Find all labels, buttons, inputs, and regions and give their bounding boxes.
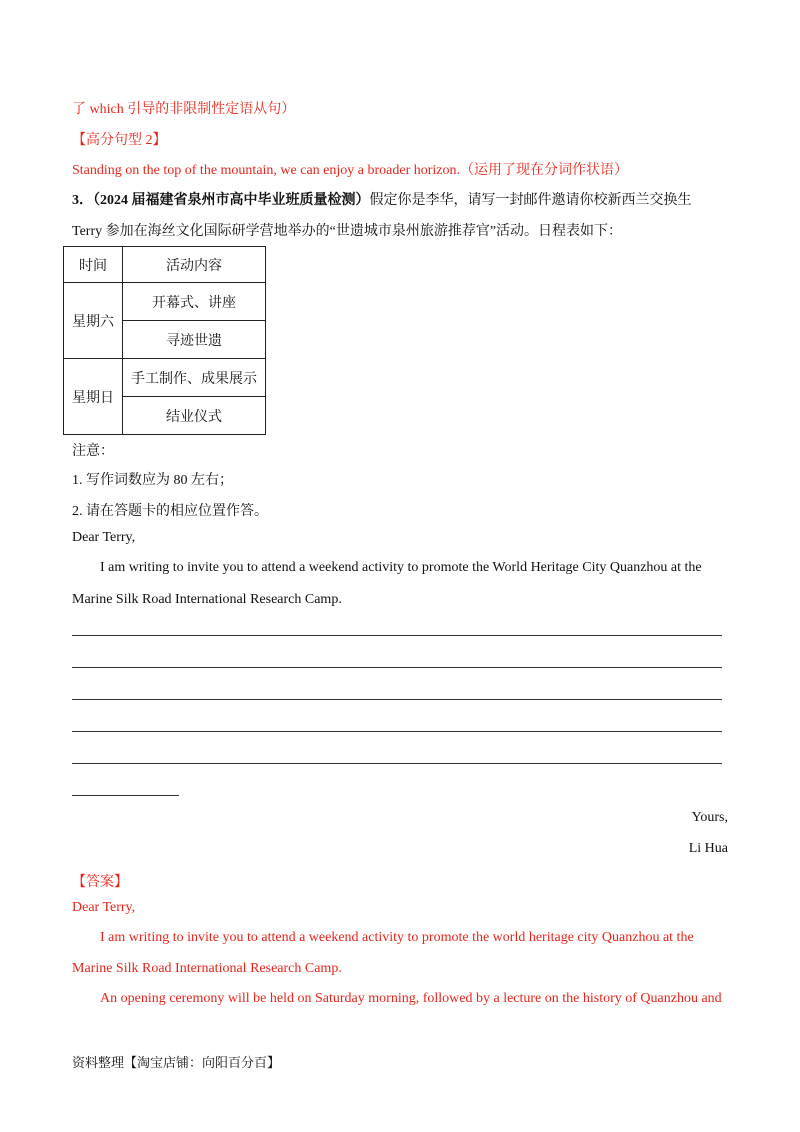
schedule-activity: 手工制作、成果展示	[123, 359, 266, 397]
answer-blank-short-line[interactable]	[72, 795, 179, 796]
answer-para1-line2: Marine Silk Road International Research Camp.	[72, 961, 342, 976]
answer-blank-line[interactable]	[72, 763, 722, 764]
letter-closing: Yours,	[691, 810, 728, 825]
notes-item: 1. 写作词数应为 80 左右；	[72, 473, 233, 488]
question-line-1	[72, 189, 692, 209]
answer-blank-line[interactable]	[72, 667, 722, 668]
answer-para1-line1: I am writing to invite you to attend a weekend activity to promote the world heritage city Quanzhou at the	[100, 930, 694, 945]
schedule-header-time: 时间	[64, 247, 123, 283]
letter-line-2: Marine Silk Road International Research Camp.	[72, 592, 342, 607]
schedule-activity: 寻迹世遗	[123, 321, 266, 359]
type2-heading: 【高分句型 2】	[72, 133, 167, 148]
schedule-day-sunday: 星期日	[64, 359, 123, 435]
question-number: 3．	[72, 193, 93, 208]
type2-sentence: Standing on the top of the mountain, we can enjoy a broader horizon.（运用了现在分词作状语）	[72, 163, 629, 178]
notes-item: 2. 请在答题卡的相应位置作答。	[72, 504, 268, 519]
question-prompt-2: Terry 参加在海丝文化国际研学营地举办的“世遗城市泉州旅游推荐官”活动。日程表如下：	[72, 224, 623, 239]
schedule-activity: 开幕式、讲座	[123, 283, 266, 321]
answer-blank-line[interactable]	[72, 731, 722, 732]
notes-title: 注意：	[72, 444, 114, 459]
schedule-table	[63, 246, 266, 435]
letter-line-1: I am writing to invite you to attend a weekend activity to promote the World Heritage City Quanzhou at the	[100, 560, 702, 575]
question-prompt-1: 假定你是李华，请写一封邮件邀请你校新西兰交换生	[369, 193, 692, 208]
answer-heading: 【答案】	[72, 875, 128, 890]
letter-greeting: Dear Terry,	[72, 530, 136, 545]
letter-signature: Li Hua	[688, 841, 728, 856]
answer-blank-line[interactable]	[72, 635, 722, 636]
schedule-header-activity: 活动内容	[123, 247, 266, 283]
answer-blank-line[interactable]	[72, 699, 722, 700]
answer-para2-line1: An opening ceremony will be held on Saturday morning, followed by a lecture on the history of Quanzhou and	[100, 991, 722, 1006]
question-source: （2024 届福建省泉州市高中毕业班质量检测）	[93, 193, 370, 208]
schedule-day-saturday: 星期六	[64, 283, 123, 359]
schedule-activity: 结业仪式	[123, 397, 266, 435]
page-footer: 资料整理【淘宝店铺：向阳百分百】	[72, 1055, 281, 1070]
answer-greeting: Dear Terry,	[72, 900, 136, 915]
top-note: 了 which 引导的非限制性定语从句）	[72, 102, 296, 117]
